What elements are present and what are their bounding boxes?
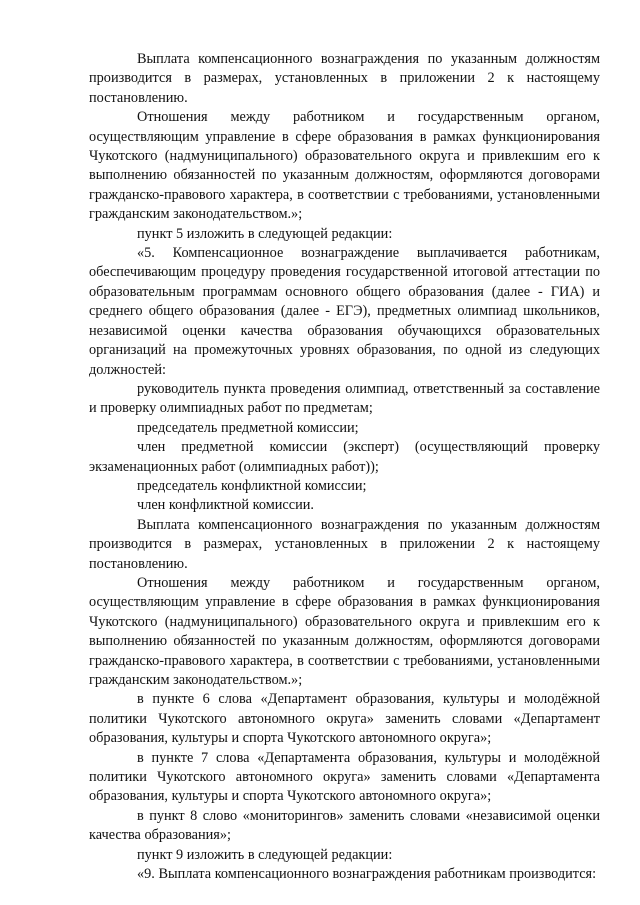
paragraph-item-5-text: «5. Компенсационное вознаграждение выплачивается работникам, обеспечивающим процедуру проведения государственной итоговой аттестации по образовательным программам основного общего образования (далее - ГИА) и среднего общего образования (далее - ЕГЭ), предметных олимпиад школьников, независимой оценки качества образования обучающихся образовательных организаций на промежуточных уровнях образования, по одной из следующих должностей: [89, 245, 600, 378]
paragraph-relations-contract-2: Отношения между работником и государственным органом, осуществляющим управление в сфере образования в рамках функционирования Чукотского (надмуниципального) образовательного округа и привлекшим его к выполнению обязанностей по указанным должностям, оформляются договорами гражданско-правового характера, в соответствии с требованиями, установленными гражданским законодательством.»; [89, 574, 600, 688]
list-item-olympiad-head: руководитель пункта проведения олимпиад, ответственный за составление и проверку олимпиадных работ по предметам; [89, 380, 600, 417]
document-body [89, 50, 600, 884]
paragraph-relations-contract-1: Отношения между работником и государственным органом, осуществляющим управление в сфере образования в рамках функционирования Чукотского (надмуниципального) образовательного округа и привлекшим его к выполнению обязанностей по указанным должностям, оформляются договорами гражданско-правового характера, в соответствии с требованиями, установленными гражданским законодательством.»; [89, 109, 600, 223]
list-item-conflict-commission-member: член конфликтной комиссии. [137, 497, 315, 514]
paragraph-item-6-amendment: в пункте 6 слова «Департамент образования, культуры и молодёжной политики Чукотского автономного округа» заменить словами «Департамент образования, культуры и спорта Чукотского автономного округа»; [89, 691, 600, 747]
list-item-subject-commission-member: член предметной комиссии (эксперт) (осуществляющий проверку экзаменационных работ (олимпиадных работ)); [89, 439, 600, 475]
list-item-subject-commission-chair: председатель предметной комиссии; [137, 419, 359, 436]
list-item-conflict-commission-chair: председатель конфликтной комиссии; [137, 477, 367, 494]
paragraph-item-7-amendment: в пункте 7 слова «Департамента образования, культуры и молодёжной политики Чукотского автономного округа» заменить словами «Департамента образования, культуры и спорта Чукотского автономного округа»; [89, 749, 600, 805]
paragraph-item-9-text: «9. Выплата компенсационного вознаграждения работникам производится: [137, 866, 597, 883]
paragraph-payment-amount-2: Выплата компенсационного вознаграждения по указанным должностям производится в размерах, установленных в приложении 2 к настоящему постановлению. [89, 516, 600, 572]
paragraph-payment-amount-1: Выплата компенсационного вознаграждения по указанным должностям производится в размерах, установленных в приложении 2 к настоящему постановлению. [89, 51, 600, 106]
paragraph-item-9-intro: пункт 9 изложить в следующей редакции: [137, 846, 393, 863]
paragraph-item-5-intro: пункт 5 изложить в следующей редакции: [137, 225, 393, 242]
paragraph-item-8-amendment: в пункт 8 слово «мониторингов» заменить словами «независимой оценки качества образования»; [89, 807, 600, 844]
